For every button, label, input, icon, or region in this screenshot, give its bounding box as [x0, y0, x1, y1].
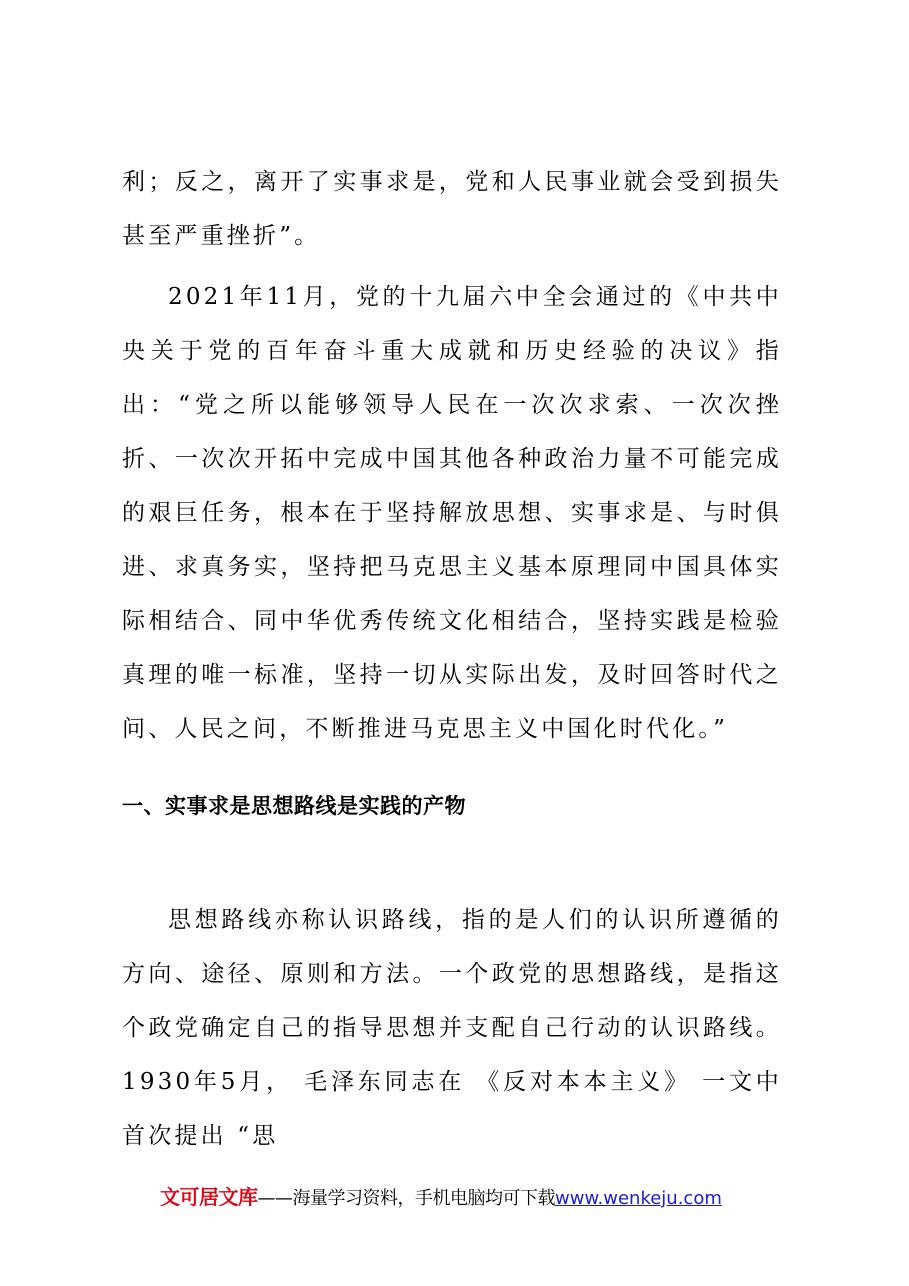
section-heading: 一、实事求是思想路线是实践的产物	[122, 794, 466, 818]
paragraph-thought-line: 思想路线亦称认识路线，指的是人们的认识所遵循的方向、途径、原则和方法。一个政党的思想路线，是指这个政党确定自己的指导思想并支配自己行动的认识路线。 1930年5月， 毛泽东同志在 《反对本本主义》 一文中首次提出 “思	[122, 907, 782, 1149]
paragraph-resolution-quote: 2021年11月，党的十九届六中全会通过的《中共中央关于党的百年奋斗重大成就和历史经验的决议》指出：“党之所以能够领导人民在一次次求索、一次次挫折、一次次开拓中完成中国其他各种政治力量不可能完成的艰巨任务，根本在于坚持解放思想、实事求是、与时俱进、求真务实，坚持把马克思主义基本原理同中国具体实际相结合、同中华优秀传统文化相结合，坚持实践是检验真理的唯一标准，坚持一切从实际出发，及时回答时代之问、人民之问，不断推进马克思主义中国化时代化。”	[122, 284, 782, 742]
footer-slogan: ——海量学习资料，手机电脑均可下载	[257, 1188, 555, 1209]
footer-brand: 文可居文库	[160, 1185, 258, 1209]
paragraph-continuation: 利；反之，离开了实事求是，党和人民事业就会受到损失甚至严重挫折”。	[122, 169, 782, 249]
footer-banner	[160, 1180, 722, 1216]
footer-link[interactable]: www.wenkeju.com	[555, 1188, 722, 1209]
